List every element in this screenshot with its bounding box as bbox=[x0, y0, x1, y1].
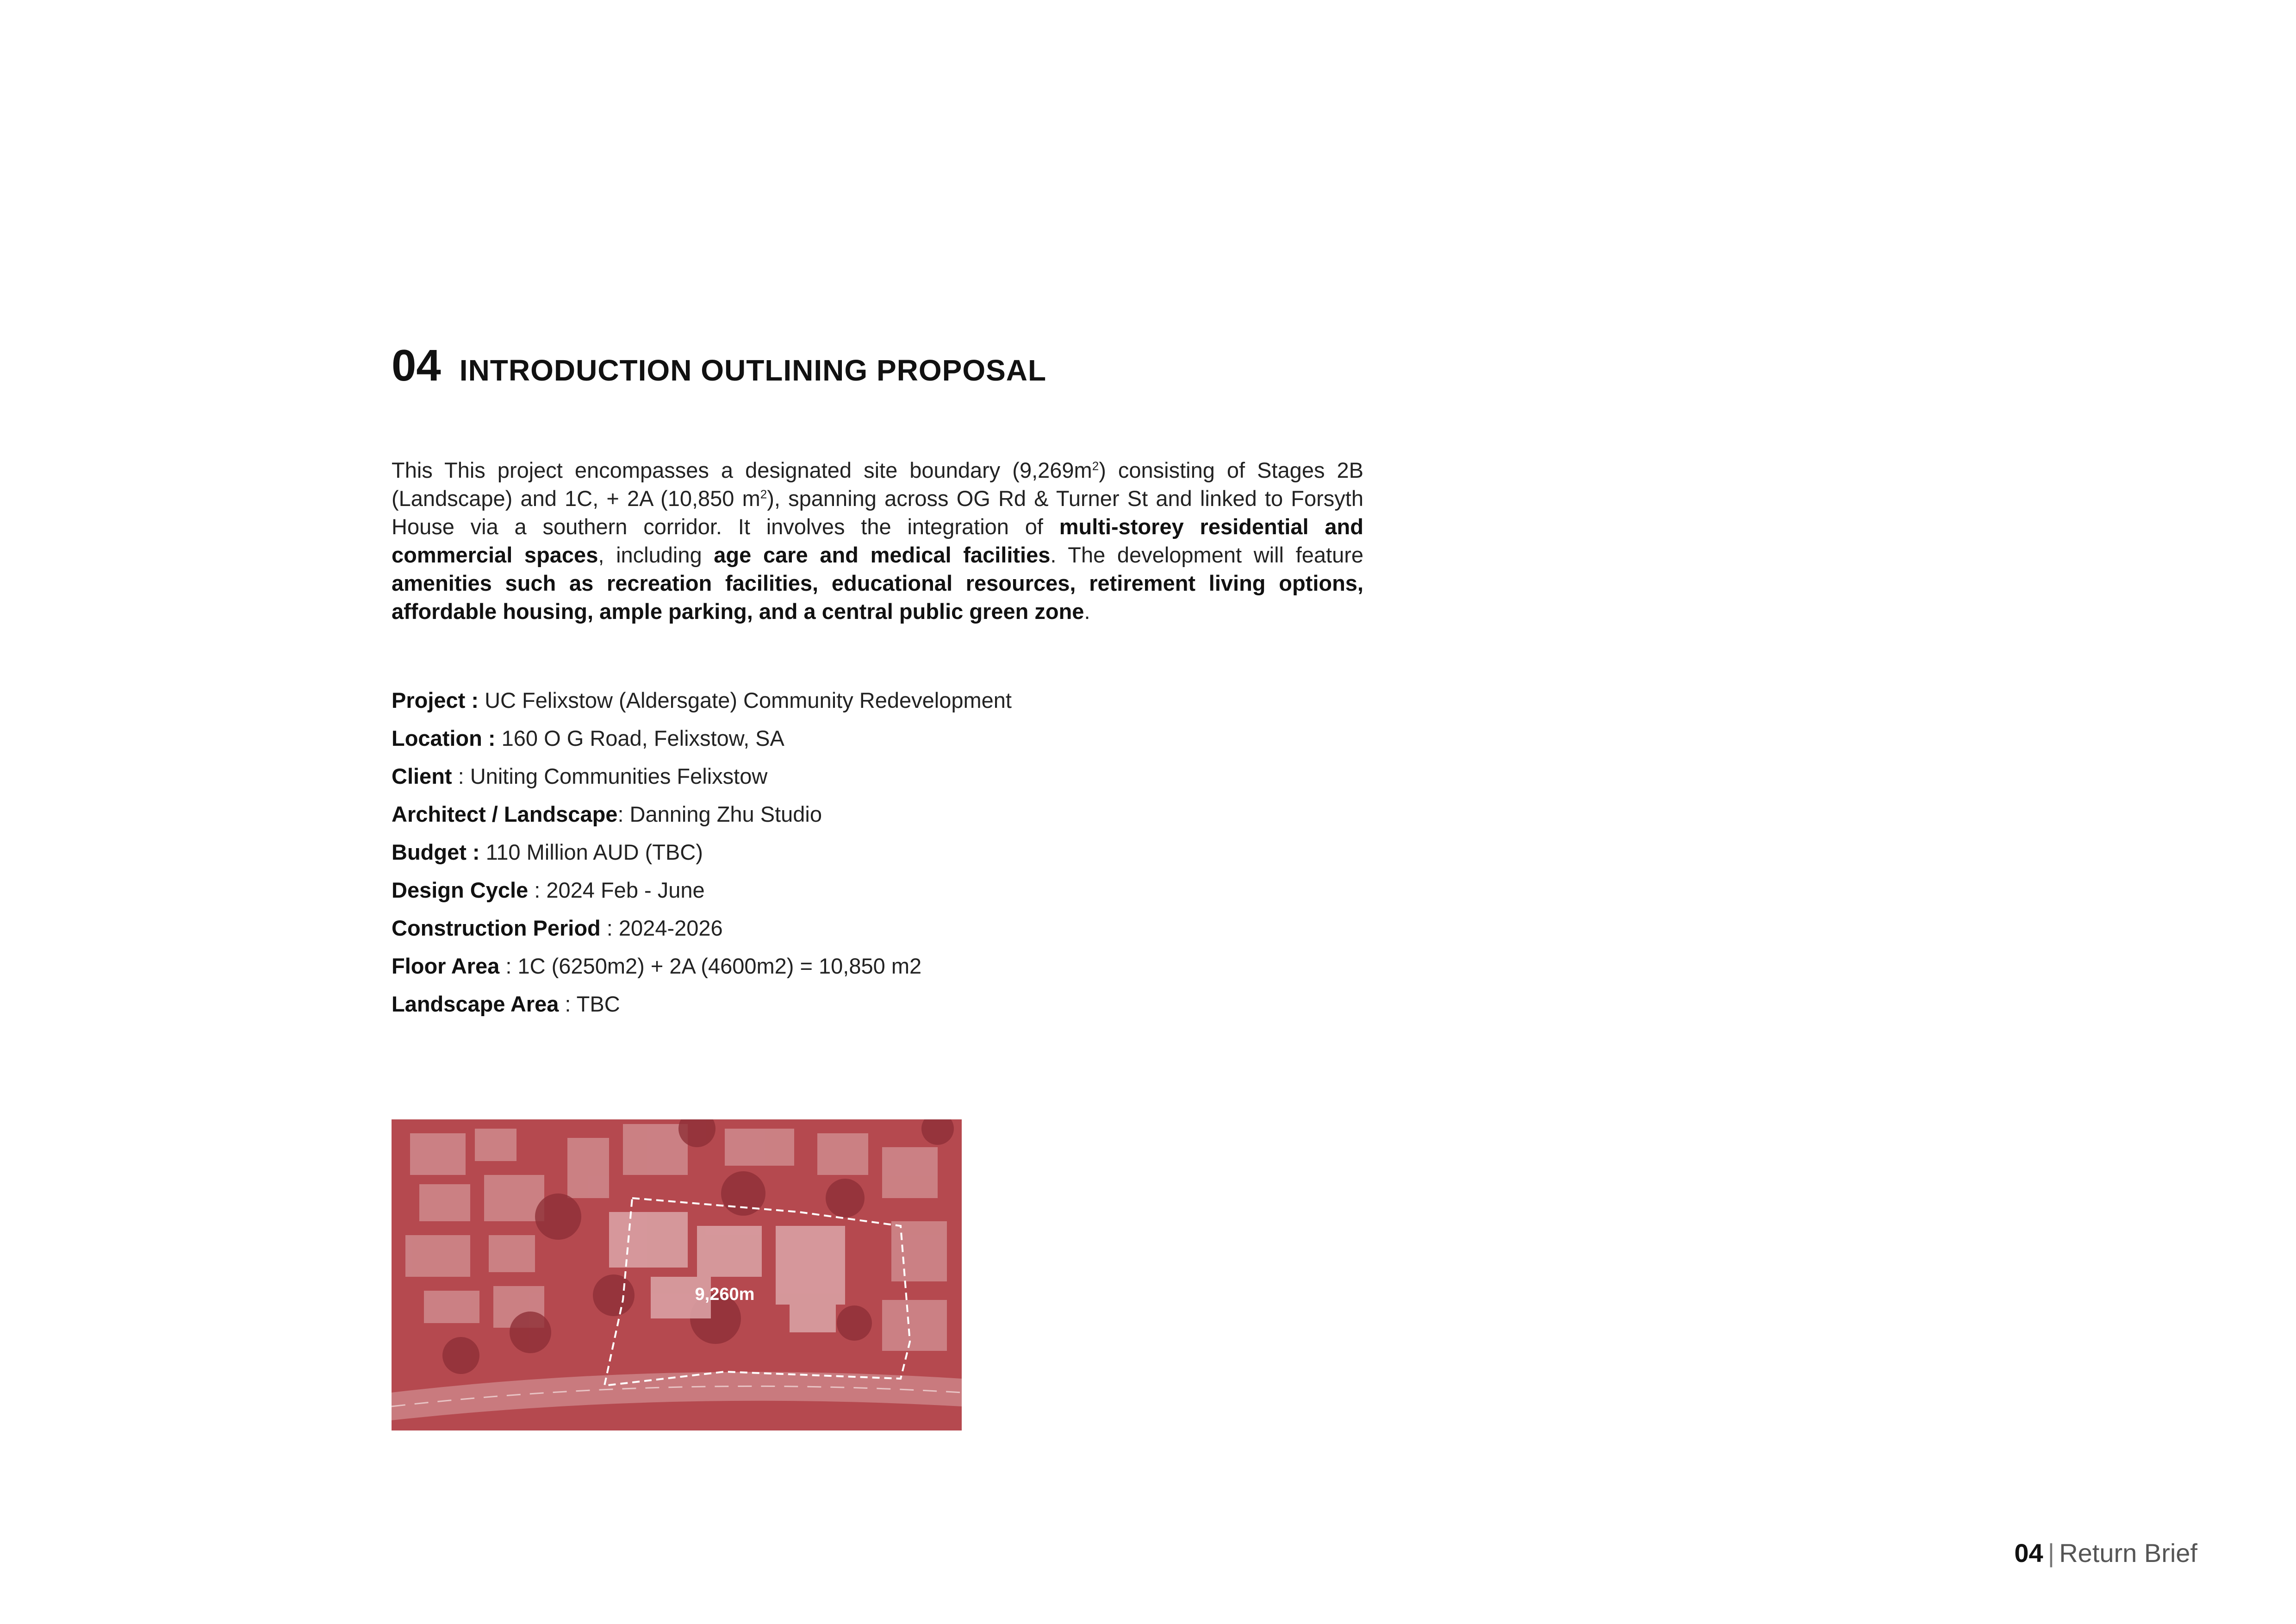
intro-text: , including bbox=[598, 543, 714, 567]
section-title: INTRODUCTION OUTLINING PROPOSAL bbox=[459, 354, 1047, 387]
detail-project bbox=[392, 681, 1363, 719]
intro-highlight: age care and medical facilities bbox=[714, 543, 1051, 567]
detail-label: Project : bbox=[392, 688, 479, 712]
detail-label: Floor Area bbox=[392, 954, 500, 978]
intro-text: This This project encompasses a designated site boundary (9,269m bbox=[392, 458, 1092, 482]
aerial-site-map bbox=[392, 1119, 962, 1430]
detail-value: : Danning Zhu Studio bbox=[617, 802, 822, 826]
intro-highlight: amenities such as recreation facilities, educational resources, retirement living options, affordable housing, ample parking, and a central public green zone bbox=[392, 571, 1363, 624]
aerial-map-graphic bbox=[392, 1119, 962, 1430]
detail-client bbox=[392, 757, 1363, 795]
intro-text: . The development will feature bbox=[1050, 543, 1363, 567]
section-heading bbox=[392, 340, 1046, 391]
detail-label: Client bbox=[392, 764, 452, 788]
detail-value: : 2024-2026 bbox=[600, 916, 723, 940]
detail-value: : 1C (6250m2) + 2A (4600m2) = 10,850 m2 bbox=[499, 954, 922, 978]
detail-label: Landscape Area bbox=[392, 992, 559, 1016]
detail-label: Budget : bbox=[392, 840, 480, 864]
detail-budget bbox=[392, 833, 1363, 871]
superscript: 2 bbox=[1092, 459, 1099, 473]
detail-landscape-area bbox=[392, 985, 1363, 1023]
detail-label: Design Cycle bbox=[392, 878, 529, 902]
superscript: 2 bbox=[760, 487, 767, 501]
detail-label: Location : bbox=[392, 726, 496, 750]
detail-construction-period bbox=[392, 909, 1363, 947]
detail-architect bbox=[392, 795, 1363, 833]
page-footer bbox=[2014, 1538, 2197, 1568]
detail-label: Architect / Landscape bbox=[392, 802, 618, 826]
detail-value: 110 Million AUD (TBC) bbox=[479, 840, 703, 864]
detail-value: 160 O G Road, Felixstow, SA bbox=[495, 726, 784, 750]
intro-paragraph bbox=[392, 456, 1363, 625]
footer-page-number: 04 bbox=[2014, 1538, 2043, 1568]
footer-separator: | bbox=[2047, 1538, 2055, 1568]
detail-value: : Uniting Communities Felixstow bbox=[452, 764, 768, 788]
section-number: 04 bbox=[392, 341, 441, 390]
site-area-label: 9,260m bbox=[695, 1285, 755, 1304]
detail-location bbox=[392, 719, 1363, 757]
intro-text: ), spanning across OG Rd & Turner St and linked to Forsyth House via a southern corridor. It involves the integration of bbox=[392, 486, 1363, 539]
detail-value: UC Felixstow (Aldersgate) Community Redevelopment bbox=[479, 688, 1012, 712]
intro-highlight: multi-storey residential and commercial spaces bbox=[392, 514, 1363, 567]
detail-label: Construction Period bbox=[392, 916, 601, 940]
footer-title: Return Brief bbox=[2059, 1538, 2197, 1568]
detail-value: : 2024 Feb - June bbox=[528, 878, 705, 902]
detail-design-cycle bbox=[392, 871, 1363, 909]
project-details bbox=[392, 681, 1363, 1023]
intro-text: . bbox=[1084, 599, 1090, 624]
detail-floor-area bbox=[392, 947, 1363, 985]
detail-value: : TBC bbox=[559, 992, 620, 1016]
intro-text: ) consisting of Stages 2B (Landscape) and 1C, + 2A (10,850 m bbox=[392, 458, 1363, 511]
